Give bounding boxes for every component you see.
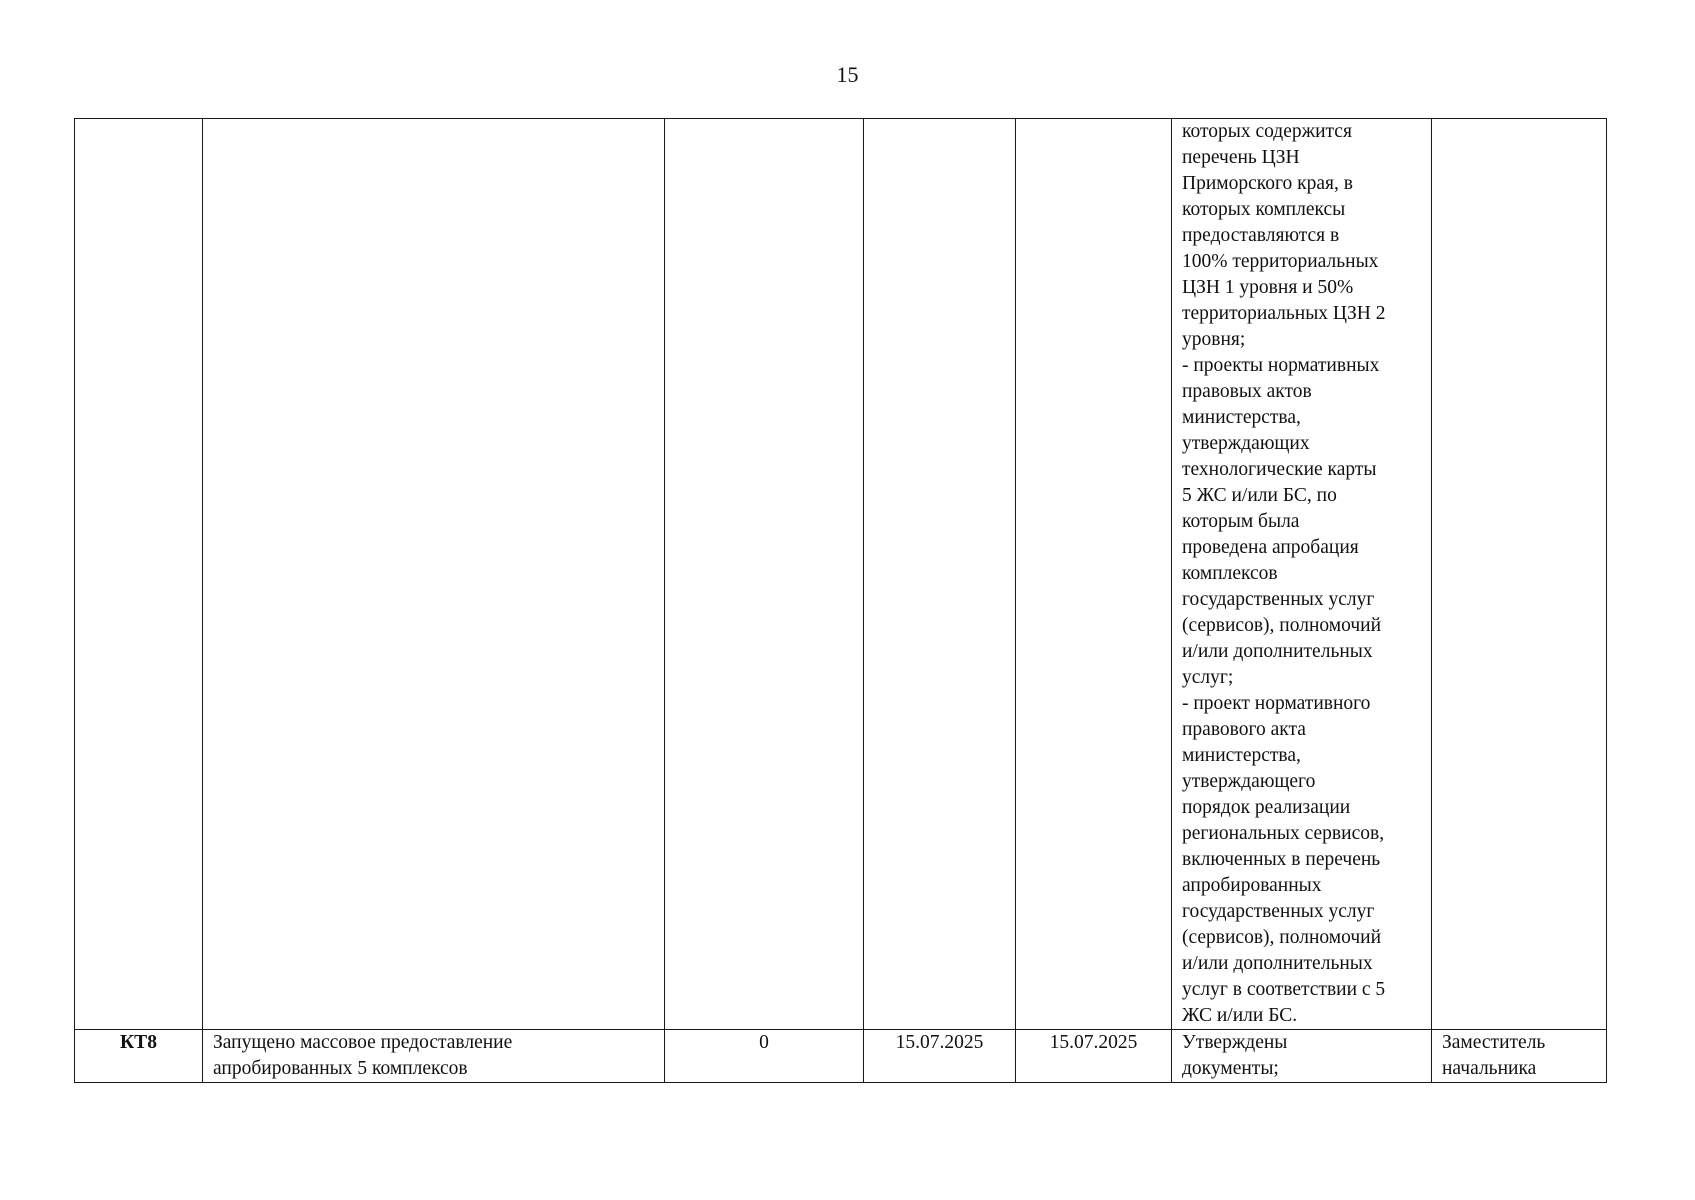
documents-line: (сервисов), полномочий xyxy=(1182,927,1382,948)
table-row-kt8 xyxy=(75,1030,1607,1083)
documents-line: территориальных ЦЗН 2 xyxy=(1182,303,1386,324)
documents-line: утверждающих xyxy=(1182,433,1310,454)
documents-line: министерства, xyxy=(1182,407,1301,428)
control-points-table xyxy=(74,118,1607,1083)
documents-line: комплексов xyxy=(1182,563,1278,584)
documents-line: государственных услуг xyxy=(1182,901,1375,922)
documents-line: Утверждены xyxy=(1182,1032,1288,1053)
control-point-title xyxy=(203,1030,665,1083)
page-number: 15 xyxy=(836,62,859,87)
code-cell xyxy=(75,119,203,1030)
documents-line: 100% территориальных xyxy=(1182,251,1379,272)
base-value: 0 xyxy=(665,1030,864,1083)
documents-line: которых комплексы xyxy=(1182,199,1346,220)
documents-line: документы; xyxy=(1182,1058,1279,1079)
responsible-cell-kt8 xyxy=(1432,1030,1607,1083)
date-start-cell xyxy=(864,119,1016,1030)
documents-cell-kt8 xyxy=(1172,1030,1432,1083)
documents-line: апробированных xyxy=(1182,875,1322,896)
responsible-line: начальника xyxy=(1442,1058,1537,1079)
documents-line: (сервисов), полномочий xyxy=(1182,615,1382,636)
documents-line: которых содержится xyxy=(1182,121,1352,142)
documents-line: региональных сервисов, xyxy=(1182,823,1385,844)
documents-line: ЖС и/или БС. xyxy=(1182,1005,1298,1026)
documents-line: - проект нормативного xyxy=(1182,693,1371,714)
documents-line: которым была xyxy=(1182,511,1300,532)
documents-line: правовых актов xyxy=(1182,381,1312,402)
documents-line: услуг в соответствии с 5 xyxy=(1182,979,1386,1000)
documents-line: технологические карты xyxy=(1182,459,1377,480)
documents-line: государственных услуг xyxy=(1182,589,1375,610)
title-cell xyxy=(203,119,665,1030)
responsible-cell xyxy=(1432,119,1607,1030)
documents-line: утверждающего xyxy=(1182,771,1316,792)
documents-line: - проекты нормативных xyxy=(1182,355,1380,376)
title-line: апробированных 5 комплексов xyxy=(213,1058,468,1079)
continuation-row xyxy=(75,119,1607,1030)
documents-line: порядок реализации xyxy=(1182,797,1351,818)
documents-line: и/или дополнительных xyxy=(1182,641,1373,662)
control-point-code: КТ8 xyxy=(75,1030,203,1083)
documents-line: 5 ЖС и/или БС, по xyxy=(1182,485,1337,506)
documents-cell xyxy=(1172,119,1432,1030)
responsible-line: Заместитель xyxy=(1442,1032,1546,1053)
documents-line: Приморского края, в xyxy=(1182,173,1353,194)
date-start: 15.07.2025 xyxy=(864,1030,1016,1083)
documents-line: уровня; xyxy=(1182,329,1246,350)
documents-line: проведена апробация xyxy=(1182,537,1359,558)
date-end-cell xyxy=(1016,119,1172,1030)
title-line: Запущено массовое предоставление xyxy=(213,1032,513,1053)
documents-line: правового акта xyxy=(1182,719,1306,740)
documents-line: включенных в перечень xyxy=(1182,849,1381,870)
documents-line: и/или дополнительных xyxy=(1182,953,1373,974)
documents-line: предоставляются в xyxy=(1182,225,1340,246)
documents-line: министерства, xyxy=(1182,745,1301,766)
documents-line: услуг; xyxy=(1182,667,1234,688)
value-cell xyxy=(665,119,864,1030)
documents-line: перечень ЦЗН xyxy=(1182,147,1300,168)
documents-line: ЦЗН 1 уровня и 50% xyxy=(1182,277,1354,298)
date-end: 15.07.2025 xyxy=(1016,1030,1172,1083)
